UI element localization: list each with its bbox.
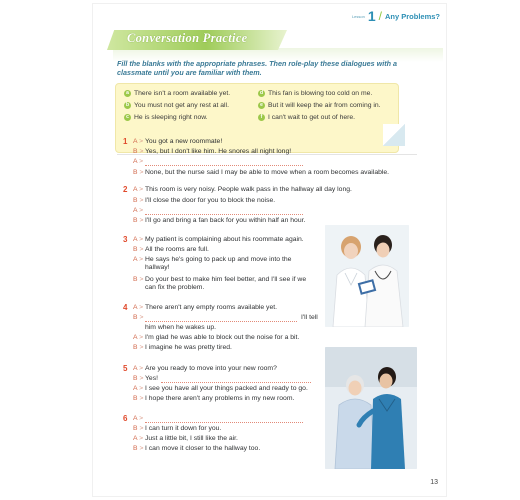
option-letter-icon: b [125, 102, 130, 108]
nurses-illustration [325, 225, 409, 327]
nurse-patient-illustration [325, 347, 417, 469]
dialogue-line: Do your best to make him feel better, and I'll see if we can fix the problem. [145, 276, 307, 291]
dialogue-line: I'm glad he was able to block out the noise for a bit. [145, 334, 300, 341]
speaker-label: B > [133, 276, 144, 283]
dialogue-line: He says he's going to pack up and move into the hallway! [145, 256, 292, 271]
speaker-label: B > [133, 344, 144, 351]
dialogue-line: This room is very noisy. People walk pass in the hallway all day long. [145, 186, 352, 193]
phrase-option [124, 114, 208, 121]
phrase-option [258, 102, 381, 109]
speaker-label: A > [133, 415, 144, 422]
dialogue-line: I see you have all your things packed and ready to go. [145, 385, 308, 392]
speaker-label: B > [133, 314, 144, 321]
phrase-option [258, 90, 372, 97]
section-title: Conversation Practice [127, 31, 248, 45]
speaker-label: B > [133, 197, 144, 204]
option-letter-icon: f [258, 114, 265, 121]
answer-blank[interactable] [161, 376, 311, 383]
dialogue-number: 5 [123, 364, 128, 373]
speaker-label: B > [133, 246, 144, 253]
speaker-label: A > [133, 186, 144, 193]
speaker-label: A > [133, 256, 144, 263]
speaker-label: A > [133, 435, 144, 442]
dialogue-line: him when he wakes up. [145, 324, 217, 331]
answer-blank[interactable] [145, 315, 297, 322]
lesson-word: Lesson [351, 14, 365, 19]
phrase-text: This fan is blowing too cold on me. [268, 90, 373, 97]
instructions: Fill the blanks with the appropriate phrases. Then role-play these dialogues with a classmate until you are familiar with them. [117, 59, 397, 77]
dialogue-line: All the rooms are full. [145, 246, 209, 253]
lesson-header [352, 10, 440, 22]
speaker-label: A > [133, 365, 144, 372]
dialogue-line: I can move it closer to the hallway too. [145, 445, 261, 452]
phrase-text: I can't wait to get out of here. [268, 114, 356, 121]
dialogue-number: 2 [123, 185, 128, 194]
speaker-label: B > [133, 445, 144, 452]
speaker-label: B > [133, 375, 144, 382]
dialogue-line: Yes! [145, 375, 158, 382]
lesson-title: Any Problems? [384, 12, 440, 21]
speaker-label: A > [133, 304, 144, 311]
speaker-label: B > [133, 395, 144, 402]
phrase-text: He is sleeping right now. [134, 114, 208, 121]
dialogue-line: None, but the nurse said I may be able to move when a room becomes available. [145, 169, 390, 176]
option-letter-icon: a [124, 90, 131, 97]
dialogue-line: Just a little bit, I still like the air. [145, 435, 238, 442]
speaker-label: B > [133, 217, 144, 224]
dialogue-number: 1 [123, 137, 128, 146]
dialogue-line: I'll go and bring a fan back for you within half an hour. [145, 217, 306, 224]
dialogue-line: I hope there aren't any problems in my new room. [145, 395, 295, 402]
speaker-label: B > [133, 425, 144, 432]
dialogue-line: You got a new roommate! [145, 138, 223, 145]
nurse-patient-photo [325, 347, 417, 469]
phrase-text: But it will keep the air from coming in. [268, 102, 381, 109]
dialogue-number: 3 [123, 235, 128, 244]
page-number: 13 [430, 479, 438, 486]
speaker-label: A > [133, 138, 144, 145]
lesson-number: 1 [367, 8, 376, 24]
dialogue-line: I'll tell [301, 314, 318, 321]
option-letter-icon: c [124, 114, 131, 121]
nurses-photo [325, 225, 409, 327]
phrase-option [258, 114, 355, 121]
speaker-label: A > [133, 158, 144, 165]
phrase-text: You must not get any rest at all. [134, 102, 229, 109]
slash-glyph: / [378, 9, 382, 23]
answer-blank[interactable] [145, 208, 303, 215]
dialogue-line: I'll close the door for you to block the noise. [145, 197, 276, 204]
speaker-label: B > [133, 169, 144, 176]
dialogue-line: I can turn it down for you. [145, 425, 222, 432]
dialogue-number: 6 [123, 414, 128, 423]
dialogue-line: There aren't any empty rooms available yet. [145, 304, 278, 311]
phrase-text: There isn't a room available yet. [134, 90, 231, 97]
answer-blank[interactable] [145, 159, 303, 166]
option-letter-icon: e [258, 102, 265, 109]
dialogue-line: Are you ready to move into your new room? [145, 365, 277, 372]
dialogue-number: 4 [123, 303, 128, 312]
speaker-label: A > [133, 236, 144, 243]
dialogue-line: Yes, but I don't like him. He snores all night long! [145, 148, 292, 155]
speaker-label: A > [133, 207, 144, 214]
dialogue-line: I imagine he was pretty tired. [145, 344, 232, 351]
dialogue-line: My patient is complaining about his roommate again. [145, 236, 304, 243]
textbook-page [93, 4, 446, 496]
answer-blank[interactable] [145, 416, 303, 423]
phrase-option [124, 102, 229, 109]
option-letter-icon: d [259, 90, 264, 96]
speaker-label: A > [133, 385, 144, 392]
phrase-option [124, 90, 230, 97]
speaker-label: B > [133, 148, 144, 155]
speaker-label: A > [133, 334, 144, 341]
page-fold-decoration [383, 124, 405, 146]
